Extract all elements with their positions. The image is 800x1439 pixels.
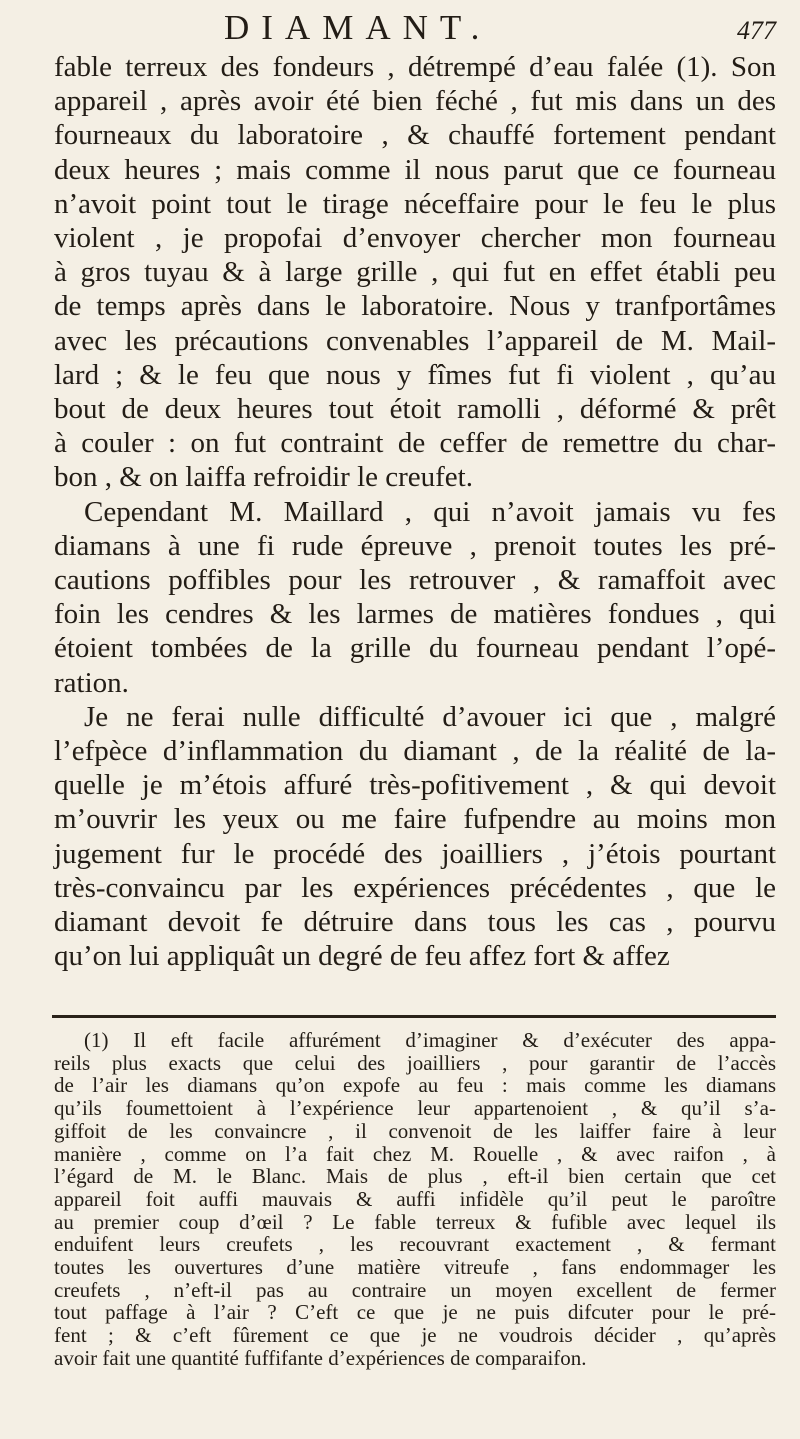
footnote-line: avoir fait une quantité fuffifante d’expériences de comparaifon. xyxy=(54,1345,587,1370)
running-title: DIAMANT. xyxy=(224,8,492,47)
footnote-line: giffoit de les convaincre , il convenoit de les laiffer faire à leur xyxy=(54,1118,776,1143)
page-number: 477 xyxy=(737,16,776,45)
text-line: foin les cendres & les larmes de matières fondues , qui xyxy=(54,598,776,631)
text-line: très-convaincu par les expériences précédentes , que le xyxy=(54,871,776,904)
text-line: l’efpèce d’inflammation du diamant , de la réalité de la- xyxy=(54,735,776,768)
text-line: ration. xyxy=(54,666,129,699)
text-line: diamans à une fi rude épreuve , prenoit toutes les pré- xyxy=(54,529,776,562)
text-line: cautions poffibles pour les retrouver , & ramaffoit avec xyxy=(54,564,776,597)
text-line: bout de deux heures tout étoit ramolli , déformé & prêt xyxy=(54,393,776,426)
text-line: Cependant M. Maillard , qui n’avoit jamais vu fes xyxy=(84,495,776,528)
footnote-line: appareil foit auffi mauvais & auffi infidèle qu’il peut le paroître xyxy=(54,1186,776,1211)
footnote xyxy=(54,1029,776,1370)
text-line: de temps après dans le laboratoire. Nous y tranfportâmes xyxy=(54,290,776,323)
text-line: fourneaux du laboratoire , & chauffé fortement pendant xyxy=(54,119,776,152)
text-line: bon , & on laiffa refroidir le creufet. xyxy=(54,461,473,494)
footnote-line: enduifent leurs creufets , les recouvrant exactement , & fermant xyxy=(54,1232,776,1257)
text-line: jugement fur le procédé des joailliers , j’étois pourtant xyxy=(54,837,776,870)
body-text xyxy=(54,50,776,973)
text-line: à couler : on fut contraint de ceffer de remettre du char- xyxy=(54,427,776,460)
paragraph xyxy=(54,495,776,700)
page-header xyxy=(0,6,800,50)
footnote-line: (1) Il eft facile affurément d’imaginer & d’exécuter des appa- xyxy=(84,1028,776,1052)
text-line: avec les précautions convenables l’appareil de M. Mail- xyxy=(54,324,776,357)
footnote-line: toutes les ouvertures d’une matière vitreufe , fans endommager les xyxy=(54,1255,776,1280)
text-line: étoient tombées de la grille du fourneau pendant l’opé- xyxy=(54,632,776,665)
footnote-line: au premier coup d’œil ? Le fable terreux & fufible avec lequel ils xyxy=(54,1209,776,1234)
text-line: Je ne ferai nulle difficulté d’avouer ici que , malgré xyxy=(84,700,776,733)
footnote-rule xyxy=(52,1015,776,1018)
footnote-line: l’égard de M. le Blanc. Mais de plus , eft-il bien certain que cet xyxy=(54,1164,776,1189)
paragraph xyxy=(54,50,776,495)
text-line: n’avoit point tout le tirage néceffaire pour le feu le plus xyxy=(54,187,776,220)
text-line: fable terreux des fondeurs , détrempé d’eau falée (1). Son xyxy=(54,51,776,83)
footnote-line: tout paffage à l’air ? C’eft ce que je ne puis difcuter pour le pré- xyxy=(54,1300,776,1325)
paragraph xyxy=(54,700,776,974)
footnote-line: reils plus exacts que celui des joailliers , pour garantir de l’accès xyxy=(54,1050,776,1075)
text-line: m’ouvrir les yeux ou me faire fufpendre au moins mon xyxy=(54,803,776,836)
text-line: diamant devoit fe détruire dans tous les cas , pourvu xyxy=(54,906,776,939)
text-line: à gros tuyau & à large grille , qui fut en effet établi peu xyxy=(54,256,776,289)
footnote-line: de l’air les diamans qu’on expofe au feu : mais comme les diamans xyxy=(54,1073,776,1098)
footnote-line: creufets , n’eft-il pas au contraire un moyen excellent de fermer xyxy=(54,1277,776,1302)
text-line: lard ; & le feu que nous y fîmes fut fi violent , qu’au xyxy=(54,358,776,391)
text-line: quelle je m’étois affuré très-pofitivement , & qui devoit xyxy=(54,769,776,802)
text-line: deux heures ; mais comme il nous parut que ce fourneau xyxy=(54,153,776,186)
footnote-line: qu’ils foumettoient à l’expérience leur appartenoient , & qu’il s’a- xyxy=(54,1096,776,1121)
text-line: qu’on lui appliquât un degré de feu affez fort & affez xyxy=(54,940,670,973)
text-line: violent , je propofai d’envoyer chercher mon fourneau xyxy=(54,222,776,255)
text-line: appareil , après avoir été bien féché , fut mis dans un des xyxy=(54,85,776,118)
footnote-line: manière , comme on l’a fait chez M. Rouelle , & avec raifon , à xyxy=(54,1141,776,1166)
footnote-line: fent ; & c’eft fûrement ce que je ne voudrois décider , qu’après xyxy=(54,1323,776,1348)
